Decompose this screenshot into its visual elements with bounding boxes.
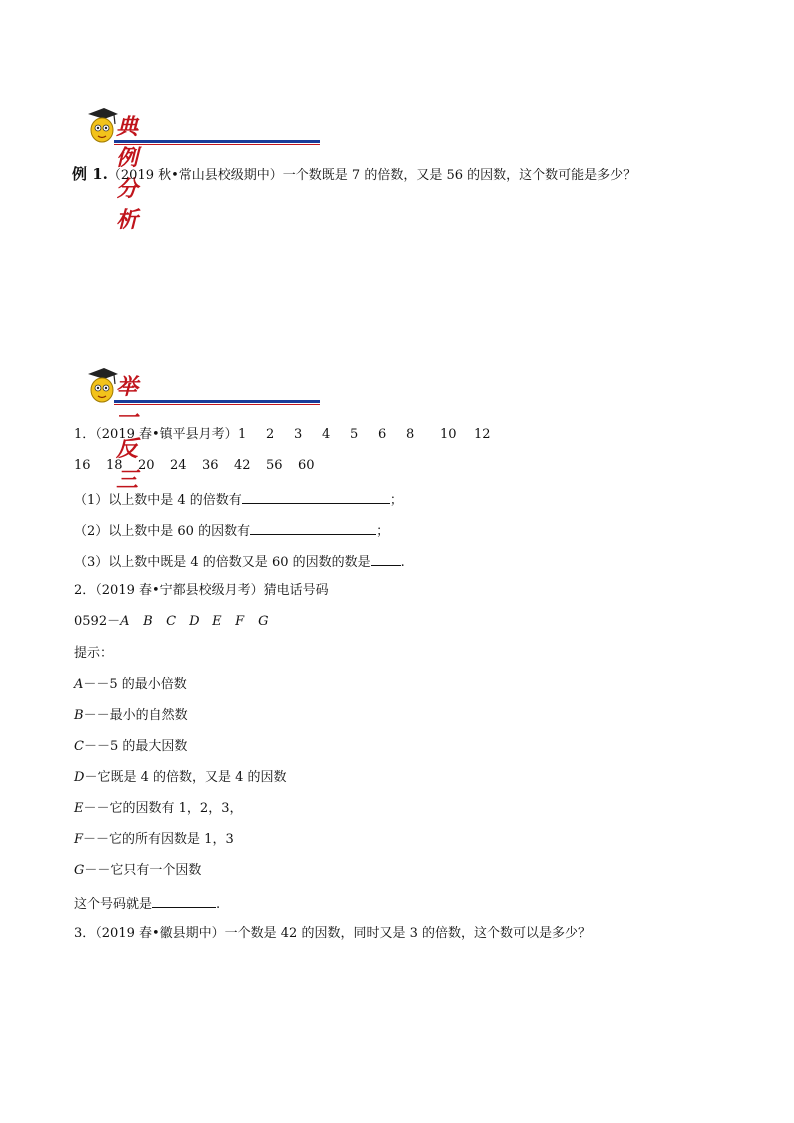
numbers-row-1	[238, 426, 491, 444]
hint-letter: B	[74, 708, 84, 723]
number-item: 18	[106, 458, 123, 473]
hint-row	[74, 769, 287, 787]
example-label: 例 1	[72, 165, 103, 183]
numbers-row-2	[74, 457, 315, 475]
sub-question-end: ；	[376, 524, 390, 539]
hint-row	[74, 862, 201, 880]
number-item: 20	[138, 458, 155, 473]
question-1-sub-1	[74, 489, 403, 510]
number-item: 5	[350, 427, 359, 442]
hint-text: 它既是 4 的倍数，又是 4 的因数	[97, 770, 287, 785]
number-item: 24	[170, 458, 187, 473]
phone-letter: E	[212, 614, 222, 629]
phone-letter: D	[189, 614, 200, 629]
title-underline	[114, 140, 320, 143]
number-item: 42	[234, 458, 251, 473]
section-title-practice: 举一反三	[116, 374, 142, 493]
hint-text: 5 的最大因数	[109, 739, 188, 754]
title-underline	[114, 400, 320, 403]
answer-blank[interactable]	[152, 893, 216, 908]
number-item: 6	[378, 427, 387, 442]
question-3: 3．（2019 春•徽县期中）一个数是 42 的因数，同时又是 3 的倍数，这个数可以是多少？	[74, 926, 591, 941]
hint-text: 它只有一个因数	[110, 863, 202, 878]
hint-dash: －	[84, 770, 98, 785]
example-1-text: （2019 秋•常山县校级期中）一个数既是 7 的倍数，又是 56 的因数，这个数可能是多少？	[107, 168, 637, 183]
hint-row	[74, 831, 234, 849]
question-1-sub-3	[74, 551, 405, 572]
question-2-header: 2．（2019 春•宁都县校级月考）猜电话号码	[74, 583, 329, 598]
number-item: 1	[238, 427, 247, 442]
hint-row	[74, 676, 187, 694]
number-item: 16	[74, 458, 91, 473]
hint-letter: C	[74, 739, 84, 754]
hint-dash: －－	[84, 863, 111, 878]
hint-letter: E	[74, 801, 84, 816]
number-item: 3	[294, 427, 303, 442]
answer-blank[interactable]	[371, 551, 401, 566]
hint-text: 最小的自然数	[109, 708, 188, 723]
answer-prompt: 这个号码就是	[74, 897, 153, 912]
number-item: 10	[440, 427, 457, 442]
sub-question-end: .	[400, 555, 405, 570]
hint-text: 它的因数有 1，2，3，	[109, 801, 243, 816]
phone-letter: A	[120, 614, 130, 629]
hint-dash: －－	[83, 739, 110, 754]
hint-dash: －－	[83, 832, 110, 847]
hint-row	[74, 707, 188, 725]
number-item: 60	[298, 458, 315, 473]
example-label-dot: .	[102, 165, 108, 183]
phone-letter: B	[143, 614, 153, 629]
number-item: 8	[406, 427, 415, 442]
answer-end: .	[216, 897, 221, 912]
hint-label: 提示：	[74, 646, 114, 661]
hint-row	[74, 800, 242, 818]
hint-text: 5 的最小倍数	[109, 677, 187, 692]
hint-letter: G	[74, 863, 85, 878]
phone-letter: F	[235, 614, 245, 629]
sub-question-end: ；	[389, 493, 403, 508]
sub-question-text: （1）以上数中是 4 的倍数有	[74, 493, 242, 508]
hint-letter: D	[74, 770, 85, 785]
answer-blank[interactable]	[250, 520, 376, 535]
phone-prefix: 0592－	[74, 614, 121, 629]
title-underline-accent	[114, 144, 320, 145]
sub-question-text: （2）以上数中是 60 的因数有	[74, 524, 251, 539]
sub-question-text: （3）以上数中既是 4 的倍数又是 60 的因数的数是	[74, 555, 371, 570]
number-item: 4	[322, 427, 331, 442]
hint-dash: －－	[83, 708, 110, 723]
phone-letter: G	[258, 614, 269, 629]
number-item: 2	[266, 427, 275, 442]
hint-row	[74, 738, 187, 756]
answer-blank[interactable]	[242, 489, 390, 504]
section-title-example: 典例分析	[116, 114, 142, 233]
question-1-header: 1．（2019 春•镇平县月考）	[74, 427, 238, 442]
question-1-sub-2	[74, 520, 389, 541]
number-item: 36	[202, 458, 219, 473]
hint-text: 它的所有因数是 1，3	[109, 832, 234, 847]
number-item: 56	[266, 458, 283, 473]
hint-letter: F	[74, 832, 84, 847]
hint-dash: －－	[83, 801, 110, 816]
example-1	[72, 165, 636, 185]
question-2-answer	[74, 893, 220, 914]
question-1-header-row	[74, 426, 238, 444]
hint-letter: A	[74, 677, 84, 692]
number-item: 12	[474, 427, 491, 442]
hint-dash: －－	[83, 677, 110, 692]
phone-letter: C	[166, 614, 177, 629]
title-underline-accent	[114, 404, 320, 405]
phone-number-row	[74, 613, 268, 631]
